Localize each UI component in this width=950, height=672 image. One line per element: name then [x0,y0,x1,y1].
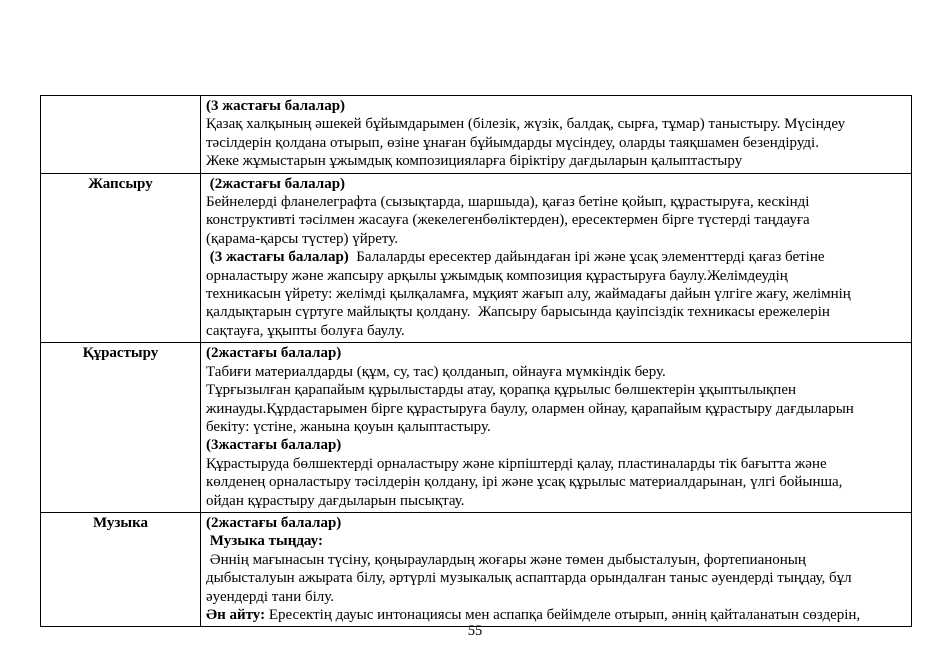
text-line [206,175,907,193]
text-line [206,134,907,152]
text-run: Балаларды ересектер дайындаған ірі және ұсақ элементтерді қағаз бетіне [348,249,825,266]
text-run: сақтауға, ұқыпты болуға баулу. [206,322,405,339]
bold-text-run: (3 жастағы балалар) [206,249,349,266]
text-line [206,97,907,115]
row-content-cell [201,343,912,513]
bold-text-run: Ән айту: [206,606,266,623]
text-line [206,492,907,510]
text-run: Құрастыруда бөлшектерді орналастыру және кірпіштерді қалау, пластиналарды тік бағытта және [206,455,827,472]
content-table-body [41,96,912,627]
text-run: Табиғи материалдарды (құм, су, тас) қолданып, ойнауға мүмкіндік беру. [206,363,666,380]
text-run: Тұрғызылған қарапайым құрылыстарды атау, қорапқа құрылыс бөлшектерін ұқыптылықпен [206,382,797,399]
table-row [41,343,912,513]
text-line [206,418,907,436]
page-number: 55 [467,623,483,639]
table-row [41,512,912,626]
text-run: тәсілдерін қолдана отырып, өзіне ұнаған бұйымдарды мүсіндеу, оларды таяқшамен безендіруді. [206,134,819,151]
table-row [41,173,912,343]
text-run: көлденең орналастыру тәсілдерін қолдану, ірі және ұсақ құрылыс материалдарынан, үлгі бойынша, [206,474,843,491]
text-line [206,532,907,550]
text-line [206,267,907,285]
text-run: техникасын үйрету: желімді қылқаламға, мұқият жағып алу, жаймадағы дайын үлгіге жағу, желімнің [206,286,851,303]
text-line [206,363,907,381]
bold-text-run: Музыка тыңдау: [206,533,323,550]
text-run: Ересектің дауыс интонациясы мен аспапқа бейімделе отырып, әннің қайталанатын сөздерін, [265,606,861,623]
text-run: дыбысталуын ажырата білу, әртүрлі музыкалық аспаптарда орындалған таныс әуендерді тыңдау, бұл [206,570,852,587]
text-line [206,381,907,399]
bold-text-run: (2жастағы балалар) [206,345,342,362]
row-label-cell: Құрастыру [41,343,201,513]
text-line [206,588,907,606]
text-line [206,322,907,340]
text-run: әуендерді тани білу. [206,588,335,605]
text-run: конструктивті тәсілмен жасауға (жекелегенбөліктерден), ересектермен бірге түстерді таңдауға [206,212,810,229]
text-run: бекіту: үстіне, жанына қоуын қалыптастыру. [206,418,491,435]
row-content-cell [201,173,912,343]
bold-text-run: (3жастағы балалар) [206,437,342,454]
bold-text-run: (2жастағы балалар) [206,175,346,192]
text-line [206,551,907,569]
text-run: орналастыру және жапсыру арқылы ұжымдық композиция құрастыруға баулу.Желімдеудің [206,267,788,284]
text-run: Әннің мағынасын түсіну, қоңыраулардың жоғары және төмен дыбысталуын, фортепианоның [206,551,806,568]
text-line [206,569,907,587]
text-line [206,193,907,211]
text-line [206,115,907,133]
text-line [206,473,907,491]
text-line [206,344,907,362]
text-line [206,606,907,624]
bold-text-run: (3 жастағы балалар) [206,98,346,114]
text-run: ойдан құрастыру дағдыларын пысықтау. [206,492,465,509]
text-line [206,248,907,266]
row-content-cell [201,96,912,174]
row-label-cell: Музыка [41,512,201,626]
text-line [206,400,907,418]
row-label-cell [41,96,201,174]
text-line [206,514,907,532]
text-run: қалдықтарын сүртуге майлықты қолдану. Жапсыру барысында қауіпсіздік техникасы ережелерін [206,304,830,321]
table-row [41,96,912,174]
text-run: Бейнелерді фланелеграфта (сызықтарда, шаршыда), қағаз бетіне қойып, құрастыруға, кескінді [206,194,810,211]
text-run: жинауды.Құрдастарымен бірге құрастыруға баулу, олармен ойнау, қарапайым құрастыру дағдыларын [206,400,854,417]
text-line [206,455,907,473]
text-line [206,211,907,229]
text-line [206,303,907,321]
bold-text-run: (2жастағы балалар) [206,514,342,531]
row-content-cell [201,512,912,626]
text-line [206,285,907,303]
row-label-cell: Жапсыру [41,173,201,343]
text-line [206,152,907,170]
content-table [40,95,912,627]
text-run: Қазақ халқының әшекей бұйымдарымен (білезік, жүзік, балдақ, сырға, тұмар) таныстыру. Мүсіндеу [206,116,846,133]
text-run: (қарама-қарсы түстер) үйрету. [206,230,399,247]
text-line [206,436,907,454]
text-line [206,230,907,248]
text-run: Жеке жұмыстарын ұжымдық композицияларға біріктіру дағдыларын қалыптастыру [206,153,743,170]
